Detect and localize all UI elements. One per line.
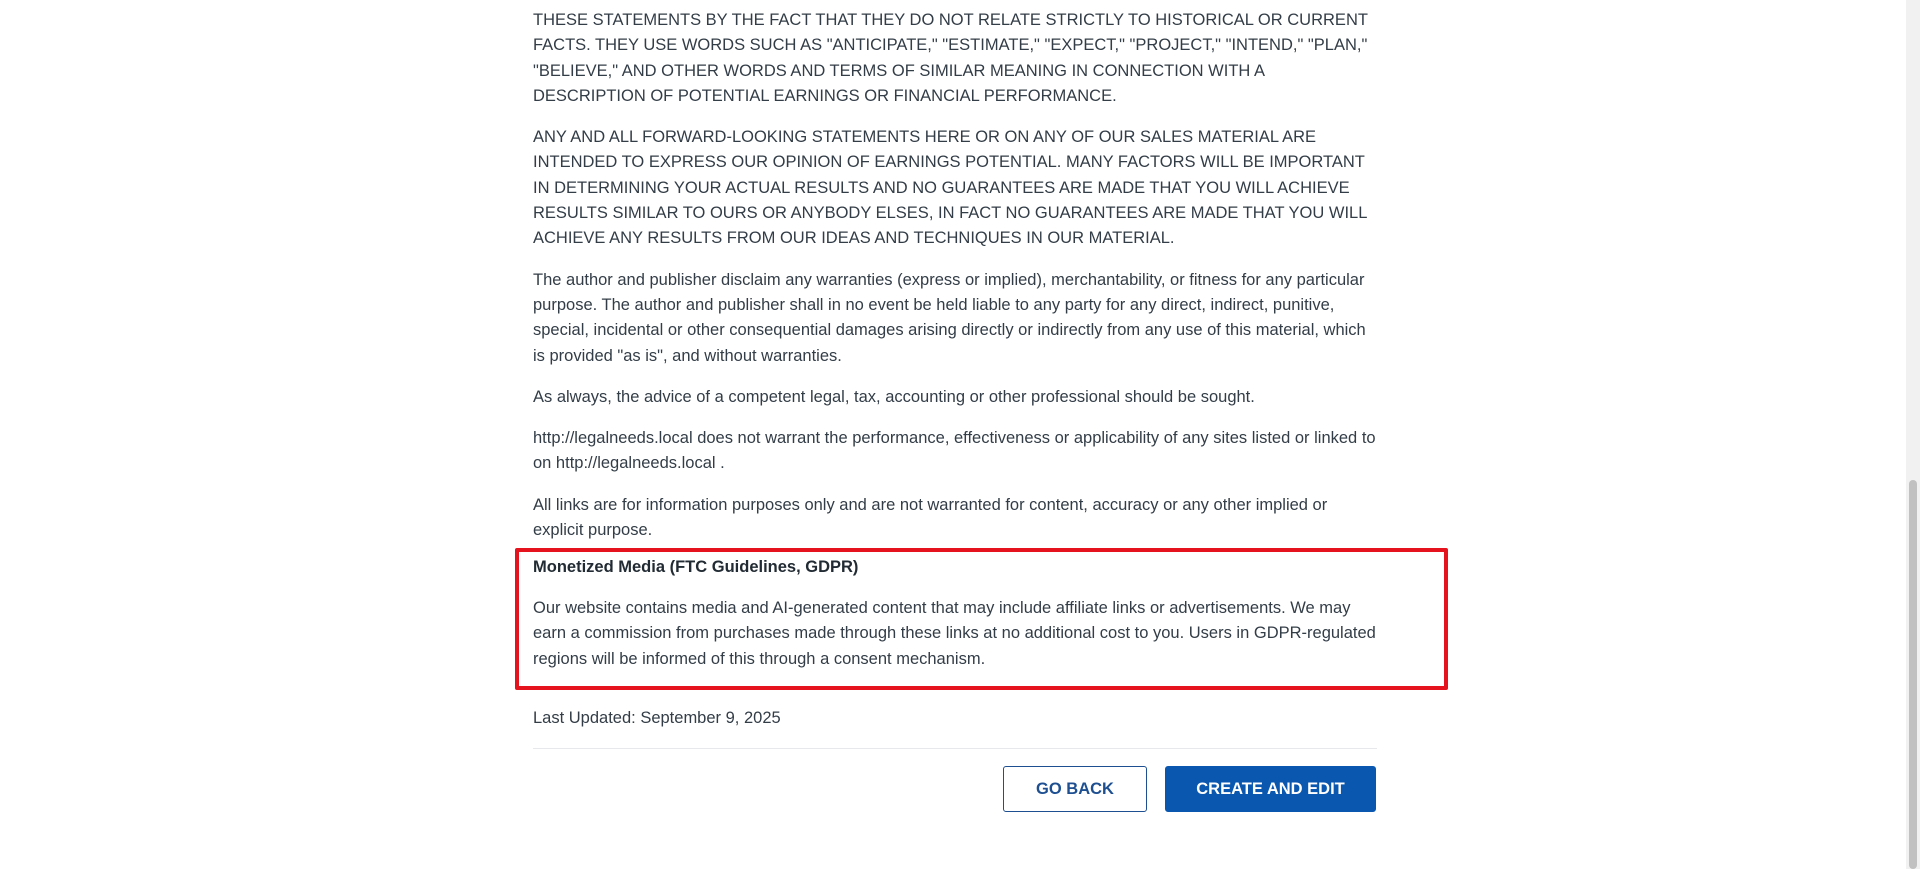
disclaimer-content [533, 8, 1377, 559]
disclaimer-paragraph-advice: As always, the advice of a competent legal, tax, accounting or other professional should be sought. [533, 387, 1255, 406]
create-and-edit-button[interactable]: CREATE AND EDIT [1165, 766, 1376, 812]
disclaimer-paragraph-sites: http://legalneeds.local does not warrant the performance, effectiveness or applicability of any sites listed or linked to on http://legalneeds.local . [533, 429, 1376, 473]
disclaimer-paragraph-links: All links are for information purposes only and are not warranted for content, accuracy or any other implied or explicit purpose. [533, 495, 1328, 540]
monetized-media-body: Our website contains media and AI-generated content that may include affiliate links or advertisements. We may earn a commission from purchases made through these links at no additional cost to you. Users in GDPR-regulated regions will be informed of this through a consent mechanism. [533, 599, 1376, 668]
monetized-media-heading: Monetized Media (FTC Guidelines, GDPR) [533, 558, 859, 576]
scrollbar-thumb[interactable] [1909, 480, 1917, 869]
disclaimer-paragraph-warranties: The author and publisher disclaim any warranties (express or implied), merchantability, or fitness for any particular purpose. The author and publisher shall in no event be held liable to any party for any direct, indirect, punitive, special, incidental or other consequential damages arising directly or indirectly from any use of this material, which is provided "as is", and without warranties. [533, 270, 1366, 365]
last-updated: Last Updated: September 9, 2025 [533, 709, 781, 727]
disclaimer-paragraph-earnings: ANY AND ALL FORWARD-LOOKING STATEMENTS HERE OR ON ANY OF OUR SALES MATERIAL ARE INTENDED TO EXPRESS OUR OPINION OF EARNINGS POTENTIAL. MANY FACTORS WILL BE IMPORTANT IN DETERMINING YOUR ACTUAL RESULTS AND NO GUARANTEES ARE MADE THAT YOU WILL ACHIEVE RESULTS SIMILAR TO OURS OR ANYBODY ELSES, IN FACT NO GUARANTEES ARE MADE THAT YOU WILL ACHIEVE ANY RESULTS FROM OUR IDEAS AND TECHNIQUES IN OUR MATERIAL. [533, 128, 1367, 248]
disclaimer-paragraph-forward-looking: THESE STATEMENTS BY THE FACT THAT THEY DO NOT RELATE STRICTLY TO HISTORICAL OR CURRENT FACTS. THEY USE WORDS SUCH AS "ANTICIPATE," "ESTIMATE," "EXPECT," "PROJECT," "INTEND," "PLAN," "BELIEVE," AND OTHER WORDS AND TERMS OF SIMILAR MEANING IN CONNECTION WITH A DESCRIPTION OF POTENTIAL EARNINGS OR FINANCIAL PERFORMANCE. [533, 11, 1368, 105]
divider [533, 748, 1377, 749]
monetized-media-section [533, 555, 1377, 688]
vertical-scrollbar[interactable] [1906, 0, 1920, 869]
go-back-button[interactable]: GO BACK [1003, 766, 1147, 812]
